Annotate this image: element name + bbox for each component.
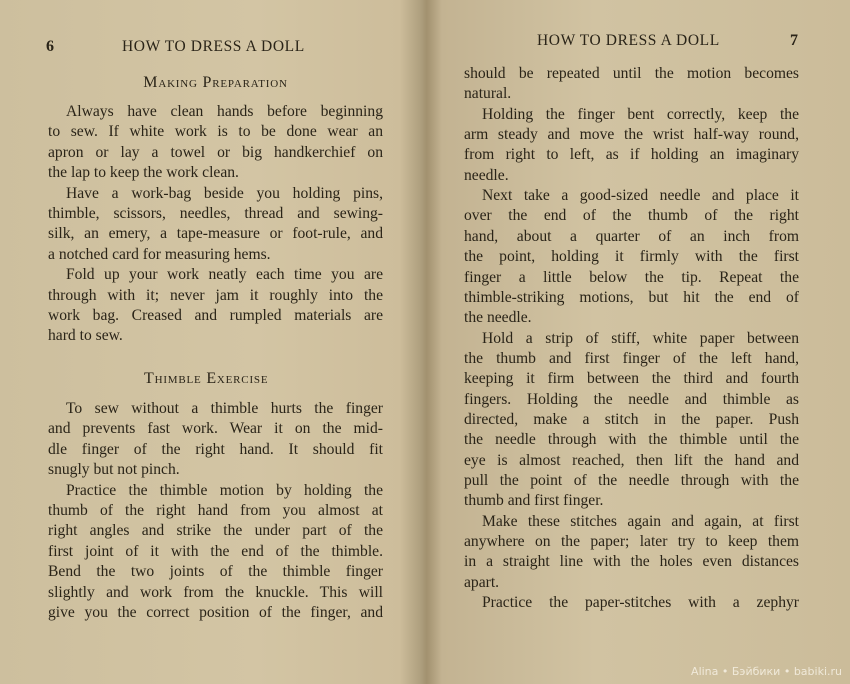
text-line: Next take a good-sized needle and place it: [482, 187, 799, 205]
text-line: should be repeated until the motion becomes: [464, 65, 799, 82]
text-line: apron or lay a towel or big handkerchief on: [48, 143, 383, 161]
text-line: slightly and work from the knuckle. This will: [48, 583, 383, 601]
text-line: Have a work-bag beside you holding pins,: [66, 184, 383, 202]
text-line: thumb and first finger.: [464, 492, 604, 510]
text-line: eye is almost reached, then lift the hand and: [464, 451, 799, 469]
text-line: needle.: [464, 166, 509, 184]
watermark-text: Alina • Бэйбики • babiki.ru: [691, 665, 842, 678]
text-line: work bag. Creased and rumpled materials are: [48, 307, 383, 324]
text-line: apart.: [464, 573, 500, 591]
text-line: over the end of the thumb of the right: [464, 207, 799, 225]
text-line: through with it; never jam it roughly into the: [48, 286, 383, 304]
text-line: Make these stitches again and again, at first: [482, 512, 799, 530]
text-line: a notched card for measuring hems.: [48, 245, 271, 263]
text-line: the needle through with the thimble until the: [464, 431, 799, 449]
running-head: HOW TO DRESS A DOLL: [537, 32, 720, 49]
text-line: Practice the thimble motion by holding the: [66, 481, 383, 499]
text-line: hard to sew.: [48, 327, 123, 345]
text-line: and prevents fast work. Wear it on the mid-: [48, 420, 383, 438]
text-line: give you the correct position of the finger, and: [48, 604, 383, 621]
text-line: to sew. If white work is to be done wear an: [48, 123, 383, 141]
page-number: 7: [790, 32, 799, 49]
text-line: Holding the finger bent correctly, keep the: [482, 105, 799, 123]
text-line: pull the point of the needle through with the: [464, 472, 799, 489]
text-line: Always have clean hands before beginning: [66, 103, 383, 120]
text-line: the point, holding it firmly with the first: [464, 248, 799, 266]
text-line: anywhere on the paper; later try to keep them: [464, 533, 799, 551]
text-line: dle finger of the right hand. It should fit: [48, 440, 383, 458]
text-line: first joint of it with the end of the thimble.: [48, 542, 383, 560]
text-line: snugly but not pinch.: [48, 461, 180, 479]
text-line: the lap to keep the work clean.: [48, 164, 239, 182]
text-line: thumb of the right hand from you almost at: [48, 502, 383, 519]
text-line: thimble-striking motions, but hit the end of: [464, 288, 799, 306]
text-line: the needle.: [464, 309, 532, 327]
text-line: right angles and strike the under part of the: [48, 522, 383, 540]
text-line: Practice the paper-stitches with a zephyr: [482, 594, 799, 612]
text-line: Hold a strip of stiff, white paper between: [482, 329, 799, 347]
text-line: in a straight line with the holes even distances: [464, 553, 799, 571]
text-line: thimble, scissors, needles, thread and sewing-: [48, 205, 383, 222]
running-head: HOW TO DRESS A DOLL: [122, 38, 305, 55]
text-line: hand, about a quarter of an inch from: [464, 227, 799, 245]
text-line: fingers. Holding the needle and thimble as: [464, 390, 799, 408]
text-line: Bend the two joints of the thimble finger: [48, 563, 383, 581]
text-line: from right to left, as if holding an imaginary: [464, 146, 799, 164]
page-number: 6: [46, 38, 55, 55]
text-line: keeping it firm between the third and fourth: [464, 370, 799, 388]
text-line: To sew without a thimble hurts the finger: [66, 400, 383, 417]
text-line: natural.: [464, 85, 512, 103]
text-line: silk, an emery, a tape-measure or foot-rule, and: [48, 225, 383, 243]
right-page: [425, 0, 850, 684]
section-title-making-preparation: Making Preparation: [143, 74, 288, 91]
text-line: Fold up your work neatly each time you are: [66, 266, 383, 284]
text-line: finger a little below the tip. Repeat the: [464, 268, 799, 286]
section-title-thimble-exercise: Thimble Exercise: [144, 370, 269, 387]
text-line: the thumb and first finger of the left hand,: [464, 349, 799, 367]
text-line: directed, make a stitch in the paper. Push: [464, 410, 799, 428]
text-line: arm steady and move the wrist half-way round,: [464, 126, 799, 144]
